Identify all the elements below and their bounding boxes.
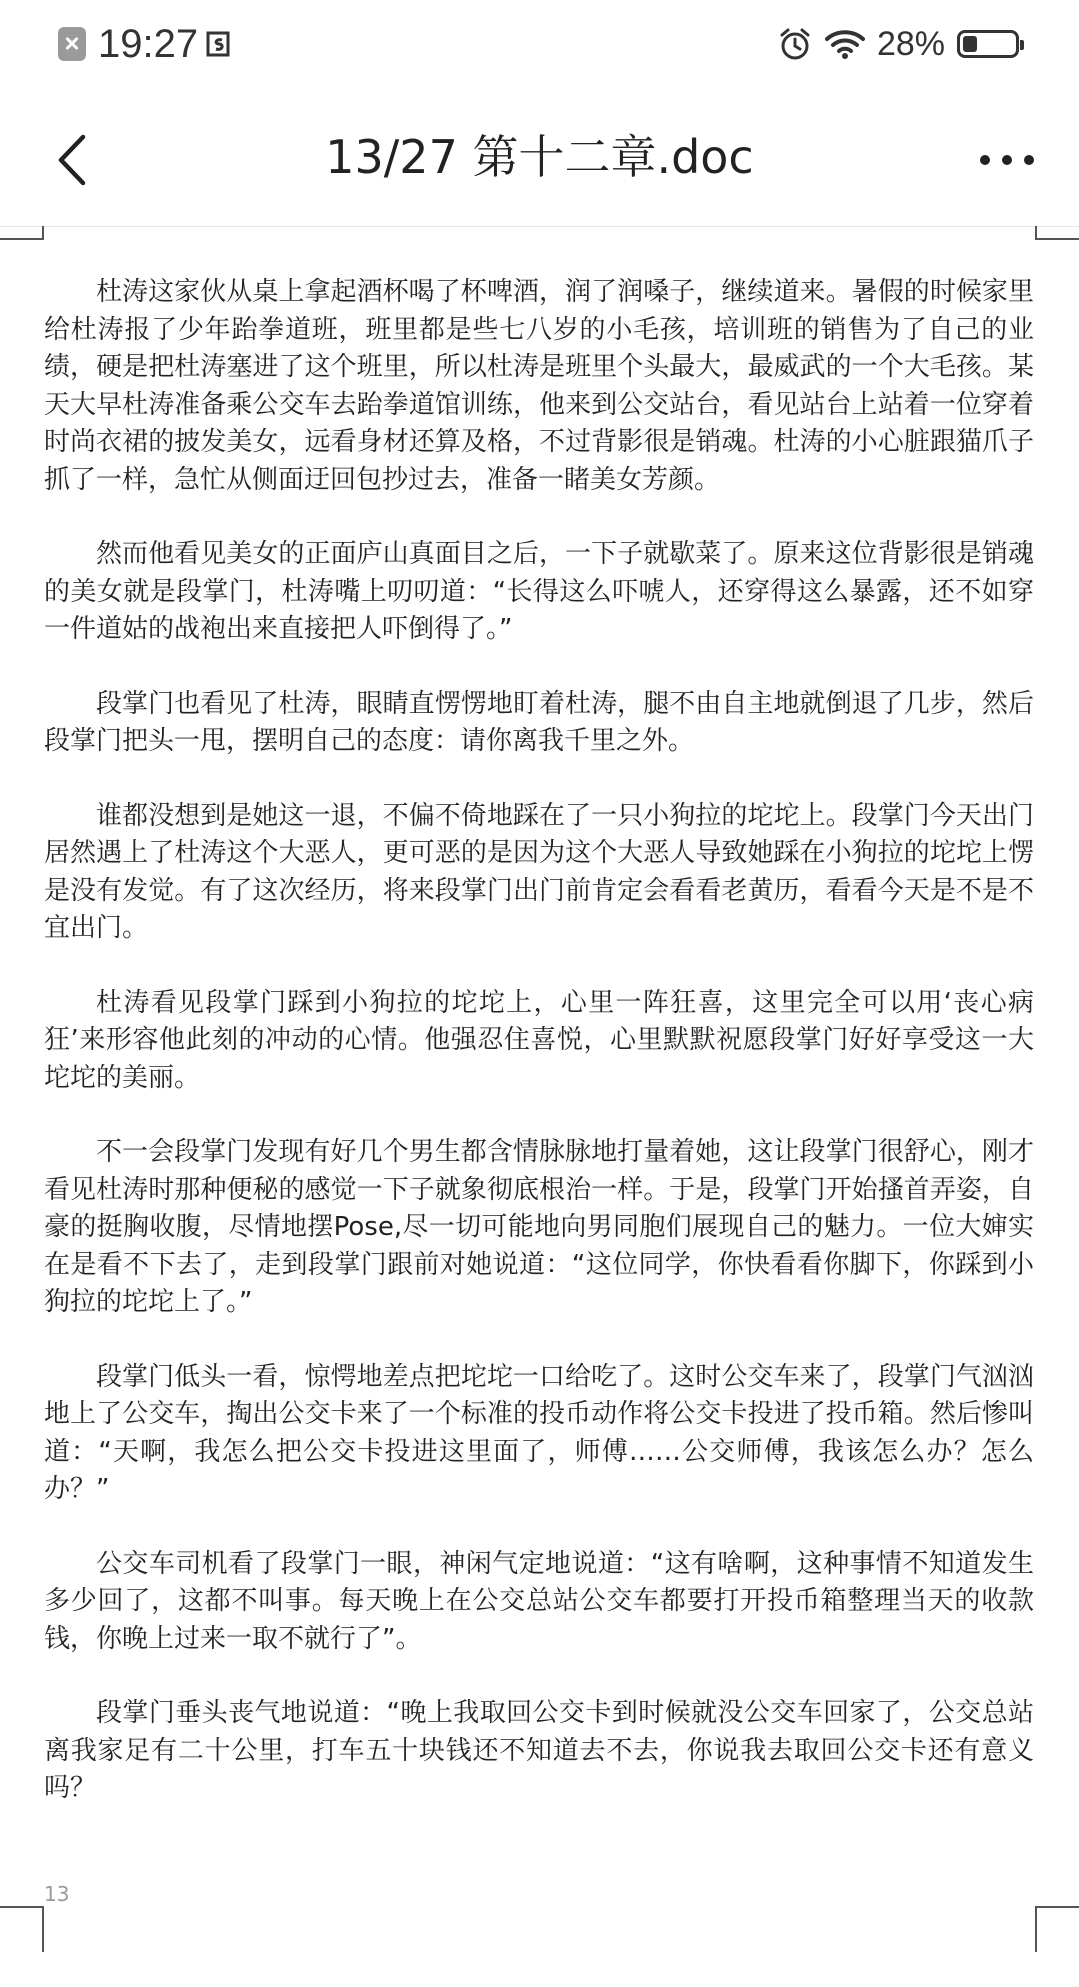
page-corner-bottom-right [1035,1906,1079,1952]
status-bar [0,0,1079,88]
status-bar-right [777,20,1019,68]
paragraph: 杜涛看见段掌门踩到小狗拉的坨坨上，心里一阵狂喜，这里完全可以用‘丧心病狂’来形容他此刻的冲动的心情。他强忍住喜悦，心里默默祝愿段掌门好好享受这一大坨坨的美丽。 [44,987,1034,1093]
wifi-icon [825,28,865,60]
paragraph: 杜涛这家伙从桌上拿起酒杯喝了杯啤酒，润了润嗓子，继续道来。暑假的时候家里给杜涛报了少年跆拳道班，班里都是些七八岁的小毛孩，培训班的销售为了自己的业绩，硬是把杜涛塞进了这个班里，所以杜涛是班里个头最大，最威武的一个大毛孩。某天大早杜涛准备乘公交车去跆拳道馆训练，他来到公交站台，看见站台上站着一位穿着时尚衣裙的披发美女，远看身材还算及格，不过背影很是销魂。杜涛的小心脏跟猫爪子抓了一样，急忙从侧面迂回包抄过去，准备一睹美女芳颜。 [44,277,1034,495]
battery-icon [957,30,1019,58]
paragraph: 公交车司机看了段掌门一眼，神闲气定地说道：“这有啥啊，这种事情不知道发生多少回了，这都不叫事。每天晚上在公交总站公交车都要打开投币箱整理当天的收款钱，你晚上过来一取不就行了”。 [44,1548,1034,1654]
paragraph: 不一会段掌门发现有好几个男生都含情脉脉地打量着她，这让段掌门很舒心，刚才看见杜涛时那种便秘的感觉一下子就象彻底根治一样。于是，段掌门开始搔首弄姿，自豪的挺胸收腹，尽情地摆Pose,尽一切可能地向男同胞们展现自己的魅力。一位大婶实在是看不下去了，走到段掌门跟前对她说道：“这位同学，你快看看你脚下，你踩到小狗拉的坨坨上了。” [44,1137,1034,1317]
more-horizontal-icon [979,154,1035,166]
battery-percentage: 28% [876,24,945,63]
paragraph: 段掌门垂头丧气地说道：“晚上我取回公交卡到时候就没公交车回家了，公交总站离我家足有二十公里，打车五十块钱还不知道去不去，你说我去取回公交卡还有意义吗？ [44,1698,1034,1803]
paragraph: 然而他看见美女的正面庐山真面目之后，一下子就歇菜了。原来这位背影很是销魂的美女就是段掌门，杜涛嘴上叨叨道：“长得这么吓唬人，还穿得这么暴露，还不如穿一件道姑的战袍出来直接把人吓倒得了。” [44,539,1034,644]
paragraph: 谁都没想到是她这一退，不偏不倚地踩在了一只小狗拉的坨坨上。段掌门今天出门居然遇上了杜涛这个大恶人，更可恶的是因为这个大恶人导致她踩在小狗拉的坨坨上愣是没有发觉。有了这次经历，将来段掌门出门前肯定会看看老黄历，看看今天是不是不宜出门。 [44,800,1034,943]
document-body[interactable] [44,274,1034,1845]
status-bar-left [58,20,232,68]
status-time: 19:27 [98,21,199,66]
page-corner-bottom-left [0,1906,44,1952]
battery-level-fill [963,36,977,52]
paragraph: 段掌门也看见了杜涛，眼睛直愣愣地盯着杜涛，腿不由自主地就倒退了几步，然后段掌门把头一甩，摆明自己的态度：请你离我千里之外。 [44,688,1034,756]
title-bar [0,88,1079,227]
page-number: 13 [44,1882,70,1906]
paragraph: 段掌门低头一看，惊愕地差点把坨坨一口给吃了。这时公交车来了，段掌门气汹汹地上了公交车，掏出公交卡来了一个标准的投币动作将公交卡投进了投币箱。然后惨叫道：“天啊，我怎么把公交卡投进这里面了，师傅……公交师傅，我该怎么办？怎么办？” [44,1361,1034,1504]
page-corner-top-left [0,226,44,240]
alarm-icon [777,26,813,62]
document-title: 13/27 第十二章.doc [325,130,754,184]
screenshot-icon [206,30,232,58]
page-corner-top-right [1035,226,1079,240]
notification-close-icon [58,27,86,61]
more-options-button[interactable] [971,128,1043,192]
